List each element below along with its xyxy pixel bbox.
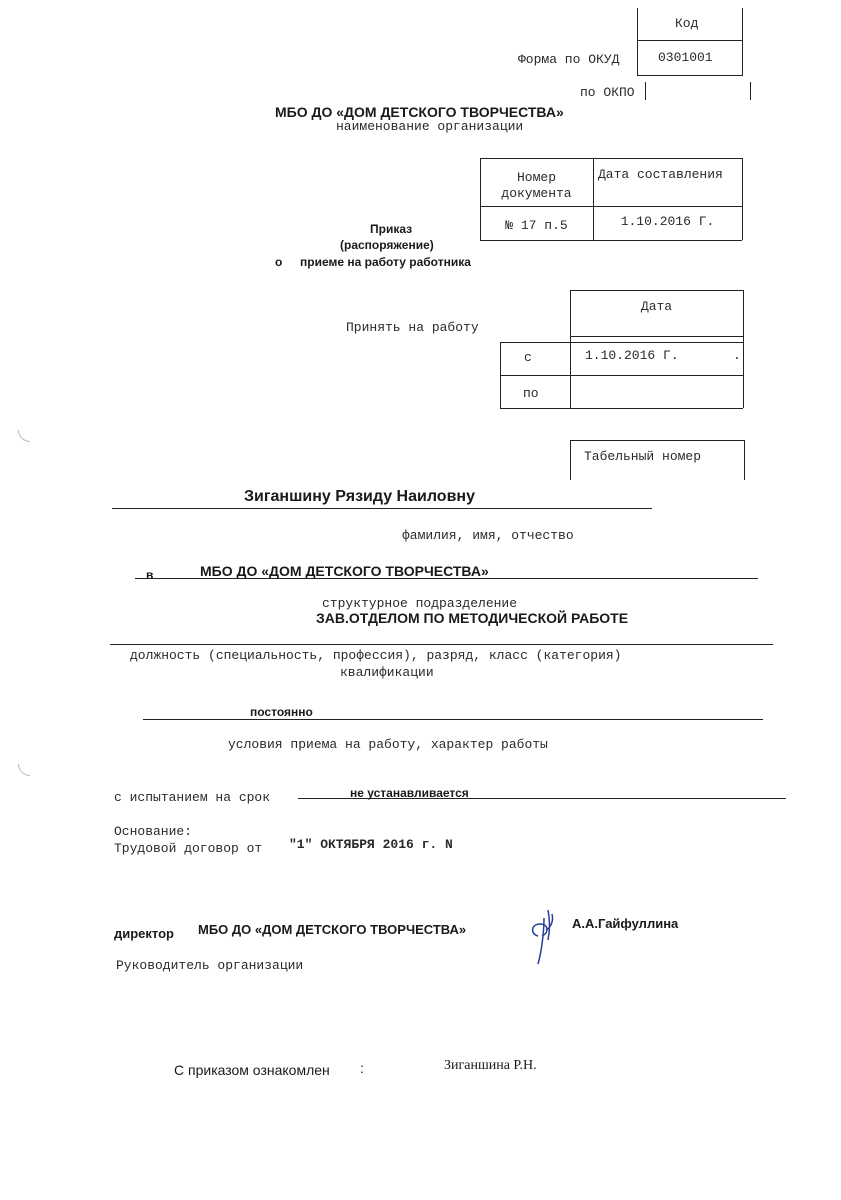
position-caption-line2: квалификации [340, 665, 434, 680]
employee-caption: фамилия, имя, отчество [402, 528, 574, 543]
acknowledged-employee-name: Зиганшина Р.Н. [444, 1058, 537, 1073]
position-name: ЗАВ.ОТДЕЛОМ ПО МЕТОДИЧЕСКОЙ РАБОТЕ [316, 610, 629, 626]
punch-hole-top [13, 413, 47, 447]
tab-number-label: Табельный номер [584, 449, 702, 464]
position-caption-line1: должность (специальность, профессия), разряд, класс (категория) [130, 648, 622, 663]
signatory-organization: МБО ДО «ДОМ ДЕТСКОГО ТВОРЧЕСТВА» [198, 922, 467, 937]
document-number-value: № 17 п.5 [505, 218, 568, 233]
signatory-name: А.А.Гайфуллина [572, 916, 679, 931]
department-prefix: в [146, 568, 154, 582]
acknowledgement-label: С приказом ознакомлен [174, 1062, 330, 1078]
department-caption: структурное подразделение [322, 596, 518, 611]
order-topic-prefix: о [275, 255, 283, 269]
employee-underline [112, 508, 652, 509]
signature-mark [528, 900, 562, 970]
okud-label: Форма по ОКУД [518, 52, 620, 67]
number-header-line1: Номер [516, 170, 556, 185]
number-header-line2: документа [501, 186, 572, 201]
hire-date-header: Дата [640, 299, 673, 314]
code-header: Код [675, 16, 699, 31]
signatory-role: директор [114, 926, 174, 941]
position-underline [110, 644, 773, 645]
organization-name: МБО ДО «ДОМ ДЕТСКОГО ТВОРЧЕСТВА» [275, 104, 564, 120]
department-name: МБО ДО «ДОМ ДЕТСКОГО ТВОРЧЕСТВА» [200, 563, 489, 579]
employee-name: Зиганшину Рязиду Наиловну [244, 488, 475, 505]
basis-text-prefix: Трудовой договор от [114, 841, 263, 856]
department-underline [135, 578, 758, 579]
order-subtitle: (распоряжение) [340, 238, 434, 252]
conditions-underline [143, 719, 763, 720]
signatory-caption: Руководитель организации [116, 958, 304, 973]
document-date-value: 1.10.2016 Г. [620, 214, 715, 229]
organization-caption: наименование организации [336, 119, 524, 134]
order-topic: приеме на работу работника [300, 255, 471, 269]
conditions-value: постоянно [250, 705, 313, 719]
hire-from-label: с [524, 350, 532, 365]
probation-value: не устанавливается [350, 786, 469, 800]
date-header: Дата составления [598, 167, 723, 182]
probation-label: с испытанием на срок [114, 790, 271, 805]
okpo-label: по ОКПО [580, 85, 635, 100]
order-title: Приказ [370, 222, 413, 236]
punch-hole-bottom [13, 747, 47, 781]
okud-value: 0301001 [658, 50, 713, 65]
probation-underline [298, 798, 786, 799]
basis-label: Основание: [114, 824, 193, 839]
conditions-caption: условия приема на работу, характер работы [228, 737, 548, 752]
acknowledgement-colon: : [360, 1060, 364, 1076]
hire-to-label: по [523, 386, 539, 401]
hire-from-value: 1.10.2016 Г. [585, 348, 679, 363]
basis-contract-date: "1" ОКТЯБРЯ 2016 г. N [289, 837, 453, 852]
hire-label: Принять на работу [346, 320, 479, 335]
hire-from-dot: . [733, 348, 741, 363]
